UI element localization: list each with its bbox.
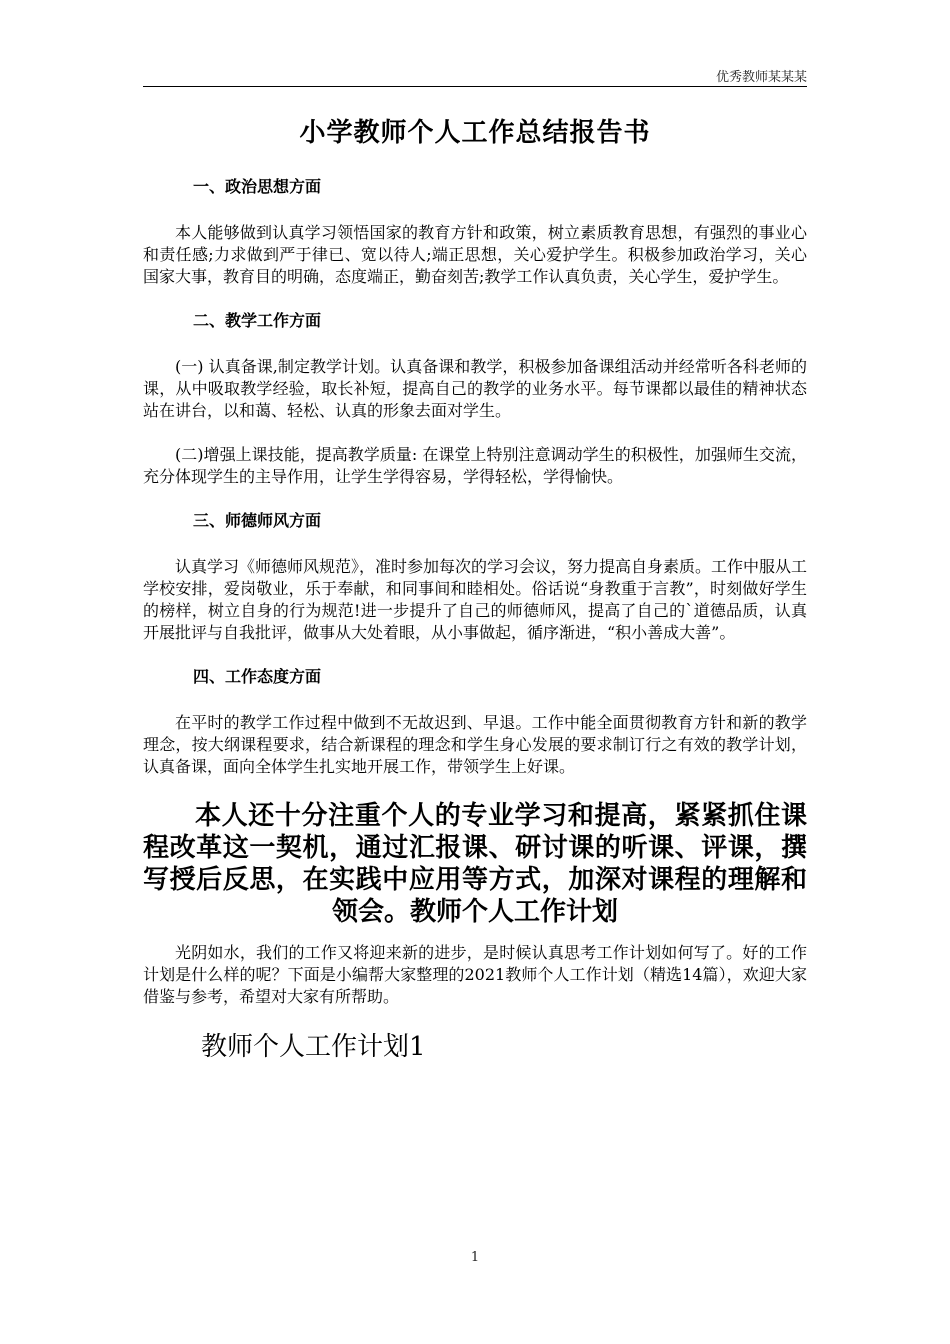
- section-heading-ethics: 三、师德师风方面: [193, 511, 322, 530]
- highlight-paragraph: 本人还十分注重个人的专业学习和提高，紧紧抓住课程改革这一契机，通过汇报课、研讨课的听课、评课，撰写授后反思，在实践中应用等方式，加深对课程的理解和领会。教师个人工作计划: [143, 801, 807, 927]
- plan-subtitle: 教师个人工作计划1: [201, 1032, 426, 1062]
- section-paragraph-teaching-1: (一) 认真备课,制定教学计划。认真备课和教学，积极参加备课组活动并经常听各科老师的课，从中吸取教学经验，取长补短，提高自己的教学的业务水平。每节课都以最佳的精神状态站在讲台，以和蔼、轻松、认真的形象去面对学生。: [143, 357, 807, 420]
- section-paragraph-politics: 本人能够做到认真学习领悟国家的教育方针和政策，树立素质教育思想，有强烈的事业心和责任感;力求做到严于律已、宽以待人;端正思想，关心爱护学生。积极参加政治学习，关心国家大事，教育目的明确，态度端正，勤奋刻苦;教学工作认真负责，关心学生，爱护学生。: [143, 223, 807, 286]
- document-title: 小学教师个人工作总结报告书: [299, 118, 651, 148]
- page-header-text: 优秀教师某某某: [715, 70, 807, 85]
- page-number: 1: [470, 1250, 480, 1265]
- section-heading-teaching: 二、教学工作方面: [193, 311, 322, 330]
- section-paragraph-teaching-2: (二)增强上课技能，提高教学质量: 在课堂上特别注意调动学生的积极性，加强师生交流，充分体现学生的主导作用，让学生学得容易，学得轻松，学得愉快。: [143, 445, 807, 486]
- header-divider: [143, 86, 807, 87]
- section-heading-politics: 一、政治思想方面: [193, 177, 322, 196]
- document-body: [143, 112, 807, 1064]
- section-heading-attitude: 四、工作态度方面: [193, 667, 322, 686]
- intro-paragraph: 光阴如水，我们的工作又将迎来新的进步，是时候认真思考工作计划如何写了。好的工作计划是什么样的呢？下面是小编帮大家整理的2021教师个人工作计划（精选14篇），欢迎大家借鉴与参考，希望对大家有所帮助。: [143, 943, 807, 1006]
- section-paragraph-ethics: 认真学习《师德师风规范》，准时参加每次的学习会议，努力提高自身素质。工作中服从工学校安排，爱岗敬业，乐于奉献，和同事间和睦相处。俗话说“身教重于言教”，时刻做好学生的榜样，树立自身的行为规范!进一步提升了自己的师德师风，提高了自己的`道德品质，认真开展批评与自我批评，做事从大处着眼，从小事做起，循序渐进，“积小善成大善”。: [143, 557, 808, 642]
- section-paragraph-attitude: 在平时的教学工作过程中做到不无故迟到、早退。工作中能全面贯彻教育方针和新的教学理念，按大纲课程要求，结合新课程的理念和学生身心发展的要求制订行之有效的教学计划，认真备课，面向全体学生扎实地开展工作，带领学生上好课。: [143, 713, 807, 776]
